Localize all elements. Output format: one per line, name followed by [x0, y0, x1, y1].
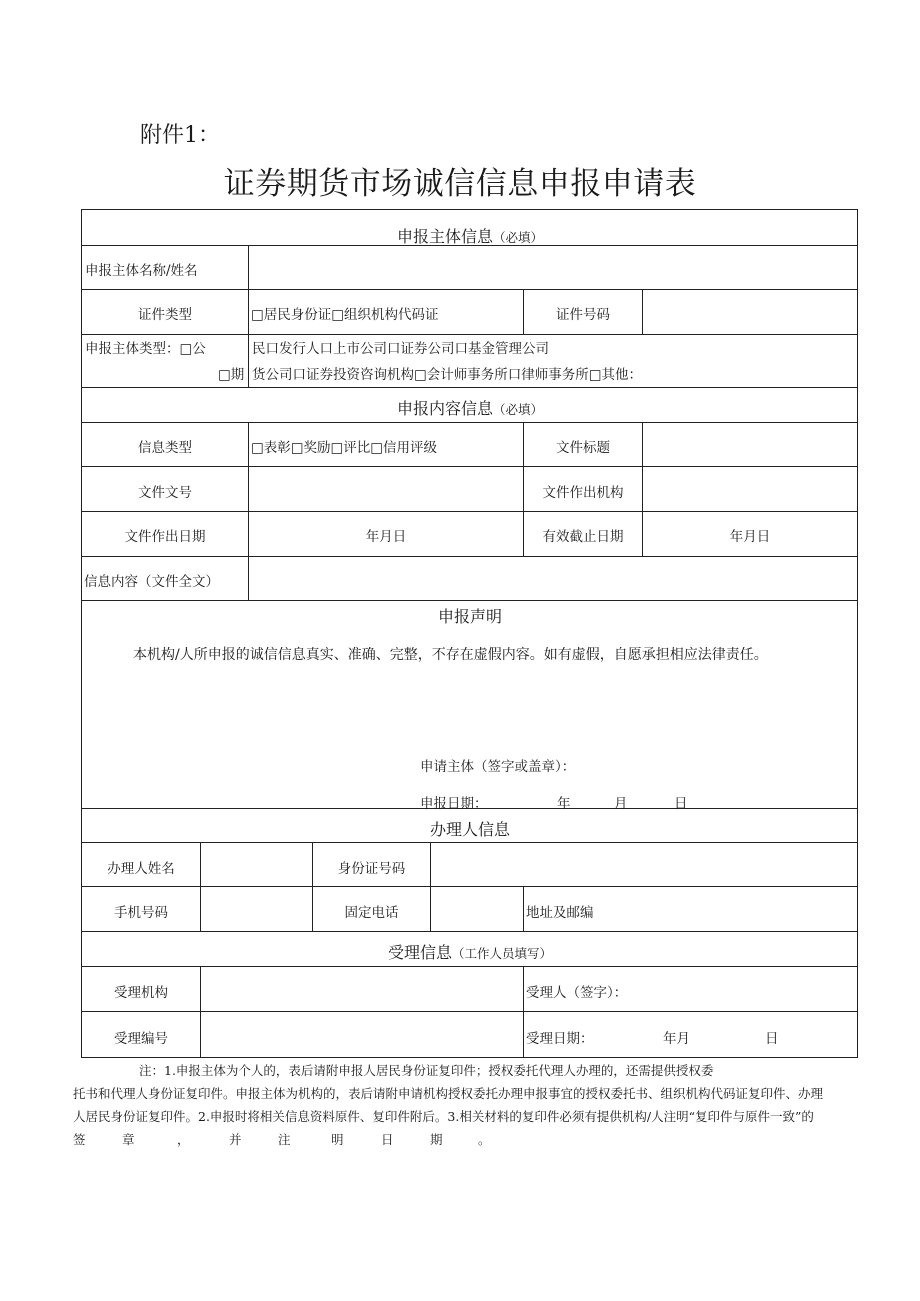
- note-line-1: 注：1.申报主体为个人的，表后请附申报人居民身份证复印件；授权委托代理人办理的，还需提供授权委: [139, 1063, 714, 1078]
- doc-number-label: 文件文号: [138, 485, 192, 501]
- acceptance-org-label: 受理机构: [114, 985, 168, 1001]
- acceptance-number-label: 受理编号: [114, 1031, 168, 1047]
- doc-title-label: 文件标题: [556, 440, 610, 456]
- rule: [81, 886, 858, 887]
- section-heading-note: （必填）: [493, 230, 544, 245]
- info-type-options[interactable]: □表彰□奖励□评比□信用评级: [251, 440, 438, 456]
- acceptance-heading: [82, 940, 858, 963]
- note-char: 注: [278, 1132, 291, 1147]
- note-char: 签: [73, 1132, 86, 1147]
- info-type-label: 信息类型: [138, 440, 192, 456]
- valid-until-label: 有效截止日期: [542, 529, 624, 545]
- declaration-heading: 申报声明: [437, 607, 502, 626]
- handler-id-label: 身份证号码: [337, 861, 406, 877]
- doc-issuer-label: 文件作出机构: [542, 485, 624, 501]
- rule: [248, 422, 249, 601]
- rule: [81, 842, 858, 843]
- handler-landline-label: 固定电话: [344, 905, 399, 921]
- subject-type-prefix-2[interactable]: □期: [218, 367, 245, 383]
- note-line-3: 人居民身份证复印件。2.申报时将相关信息资料原件、复印件附后。3.相关材料的复印件必须有提供机构/人注明“复印件与原件一致”的: [73, 1109, 814, 1124]
- table-border-bottom: [81, 1057, 858, 1058]
- rule: [430, 842, 431, 932]
- declaration-date-label: 申报日期：: [420, 796, 488, 812]
- declaration-month: 月: [614, 796, 628, 812]
- note-line-2: 托书和代理人身份证复印件。申报主体为机构的，表后请附申请机构授权委托办理申报事宜的授权委托书、组织机构代码证复印件、办理: [73, 1086, 824, 1101]
- rule: [200, 842, 201, 932]
- rule: [523, 966, 524, 1058]
- section-heading-note: （工作人员填写）: [452, 946, 553, 961]
- rule: [81, 466, 858, 467]
- rule: [81, 600, 858, 601]
- handler-name-label: 办理人姓名: [107, 861, 175, 877]
- acceptance-date-label: 受理日期：: [526, 1031, 594, 1047]
- note-char: 明: [331, 1132, 344, 1147]
- valid-until-value[interactable]: 年月日: [729, 529, 771, 545]
- declaration-text: 本机构/人所申报的诚信信息真实、准确、完整，不存在虚假内容。如有虚假，自愿承担相应法律责任。: [133, 647, 768, 663]
- acceptance-date-ym: 年月: [663, 1031, 690, 1047]
- rule: [81, 334, 858, 335]
- handler-address-label: 地址及邮编: [526, 905, 594, 921]
- declaration-day: 日: [674, 796, 688, 812]
- note-char: 并: [229, 1132, 242, 1147]
- note-char: 日: [381, 1132, 394, 1147]
- doc-date-label: 文件作出日期: [124, 529, 206, 545]
- note-char: 。: [478, 1132, 491, 1147]
- section-heading-content: [82, 396, 858, 419]
- id-type-label: 证件类型: [138, 307, 192, 323]
- page-title: 证券期货市场诚信信息申报申请表: [223, 166, 697, 202]
- section-heading-note: （必填）: [493, 402, 544, 417]
- handler-phone-label: 手机号码: [114, 905, 168, 921]
- subject-type-options-line1[interactable]: 民口发行人口上市公司口证券公司口基金管理公司: [252, 341, 549, 357]
- rule: [81, 931, 858, 932]
- rule: [200, 966, 201, 1058]
- section-heading-subject: [82, 224, 858, 247]
- table-border-top: [81, 209, 858, 210]
- id-number-field[interactable]: [643, 290, 857, 334]
- note-char: 期: [430, 1132, 443, 1147]
- attachment-label: 附件1：: [140, 123, 220, 148]
- rule: [81, 422, 858, 423]
- declaration-sign-label: 申请主体（签字或盖章）：: [420, 759, 576, 775]
- subject-name-field[interactable]: [249, 246, 857, 289]
- acceptance-person-label: 受理人（签字）：: [526, 985, 628, 1001]
- rule: [81, 1011, 858, 1012]
- rule: [81, 556, 858, 557]
- rule: [81, 387, 858, 388]
- acceptance-date-day: 日: [765, 1031, 779, 1047]
- doc-date-value[interactable]: 年月日: [365, 529, 407, 545]
- rule: [523, 886, 524, 932]
- rule: [81, 511, 858, 512]
- section-heading-text: 申报主体信息: [396, 227, 493, 246]
- section-heading-text: 受理信息: [387, 943, 452, 962]
- note-char: ，: [177, 1132, 190, 1147]
- rule: [81, 966, 858, 967]
- id-type-options[interactable]: □居民身份证□组织机构代码证: [251, 307, 439, 323]
- subject-type-options-line2[interactable]: 货公司口证券投资咨询机构□会计师事务所口律师事务所□其他：: [252, 367, 643, 383]
- id-number-label: 证件号码: [556, 307, 610, 323]
- subject-name-label: 申报主体名称/姓名: [85, 263, 198, 279]
- handler-heading: 办理人信息: [429, 820, 510, 839]
- section-heading-text: 申报内容信息: [396, 399, 493, 418]
- note-char: 章: [122, 1132, 135, 1147]
- subject-type-label: 申报主体类型：□公: [85, 341, 206, 357]
- info-content-label: 信息内容（文件全文）: [84, 574, 219, 590]
- declaration-year: 年: [557, 796, 571, 812]
